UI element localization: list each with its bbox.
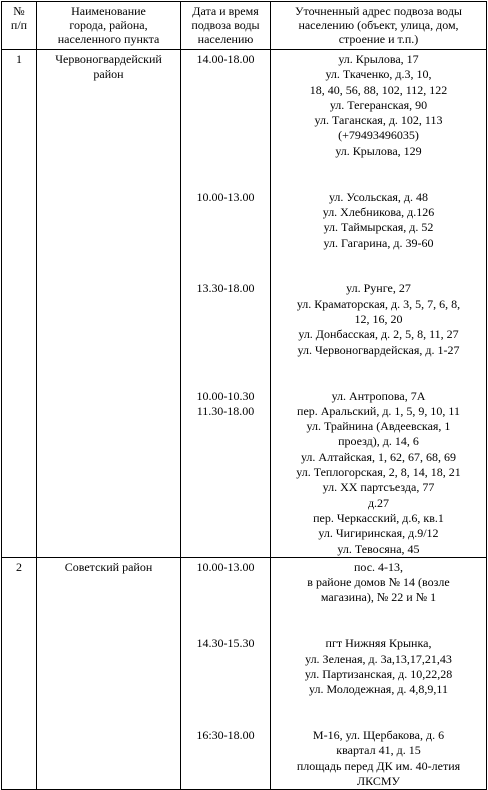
time-spacer xyxy=(181,511,270,526)
row-number xyxy=(2,50,37,558)
address-line: ул. Теплогорская, 2, 8, 14, 18, 21 xyxy=(296,465,461,480)
table-header-row xyxy=(2,2,487,50)
time-spacer xyxy=(181,144,270,159)
header-num xyxy=(2,2,37,50)
district-name xyxy=(37,50,181,558)
delivery-addresses xyxy=(271,50,487,558)
address-line: пер. Аральский, д. 1, 5, 9, 10, 11 xyxy=(297,403,460,418)
time-spacer xyxy=(181,67,270,82)
address-line: магазина), № 22 и № 1 xyxy=(320,590,437,605)
address-line: в районе домов № 14 (возле xyxy=(307,575,450,590)
time-spacer xyxy=(181,465,270,480)
block-gap xyxy=(271,697,486,728)
address-line: ул. Алтайская, 1, 62, 67, 68, 69 xyxy=(300,449,457,464)
address-line: 12, 16, 20 xyxy=(354,312,403,327)
block-gap xyxy=(271,159,486,190)
time-spacer xyxy=(181,743,270,758)
address-line: ул. XX партсъезда, 77 xyxy=(322,480,435,495)
water-delivery-table xyxy=(1,1,487,790)
header-datetime-line: Дата и время xyxy=(192,4,259,18)
header-datetime xyxy=(181,2,271,50)
address-line: площадь перед ДК им. 40-летия xyxy=(296,758,461,773)
block-gap xyxy=(181,358,270,389)
header-name xyxy=(37,2,181,50)
delivery-time: 13.30-18.00 xyxy=(196,281,255,296)
block-gap xyxy=(271,251,486,282)
address-line: ул. Тевосяна, 45 xyxy=(337,541,420,556)
time-spacer xyxy=(181,774,270,789)
delivery-time: 10.00-13.00 xyxy=(196,189,255,204)
delivery-time: 10.00-10.30 xyxy=(196,388,255,403)
row-number-text: 2 xyxy=(16,559,22,574)
delivery-time: 11.30-18.00 xyxy=(196,403,255,418)
time-spacer xyxy=(181,542,270,557)
address-line: ул. Чигиринская, д.9/12 xyxy=(318,526,439,541)
address-line: пос. 4-13, xyxy=(353,559,404,574)
time-spacer xyxy=(181,113,270,128)
time-spacer xyxy=(181,83,270,98)
address-line: ул. Краматорская, д. 3, 5, 7, 6, 8, xyxy=(296,296,461,311)
header-address xyxy=(271,2,487,50)
address-line: ул. Зеленая, д. 3а,13,17,21,43 xyxy=(305,651,452,666)
address-line: ул. Таймырская, д. 52 xyxy=(323,220,434,235)
block-gap xyxy=(181,606,270,637)
address-line: ул. Червоногвардейская, д. 1-27 xyxy=(297,342,460,357)
block-gap xyxy=(181,251,270,282)
time-spacer xyxy=(181,343,270,358)
header-datetime-line: населению xyxy=(197,32,254,46)
header-name-line: города, района, xyxy=(69,18,148,32)
table-row xyxy=(2,557,487,789)
address-line: ул. Таганская, д. 102, 113 xyxy=(314,113,443,128)
time-spacer xyxy=(181,450,270,465)
time-spacer xyxy=(181,480,270,495)
header-num-line: № xyxy=(13,4,25,18)
row-number-text: 1 xyxy=(16,52,22,66)
address-line: ул. Ткаченко, д.3, 10, xyxy=(325,67,432,82)
time-spacer xyxy=(181,652,270,667)
block-gap xyxy=(181,697,270,728)
delivery-time: 16:30-18.00 xyxy=(196,728,255,743)
header-datetime-line: подвоза воды xyxy=(191,18,260,32)
block-gap xyxy=(271,606,486,637)
delivery-time: 14.30-15.30 xyxy=(196,636,255,651)
time-spacer xyxy=(181,327,270,342)
address-line: квартал 41, д. 15 xyxy=(336,743,421,758)
time-spacer xyxy=(181,205,270,220)
header-num-line: п/п xyxy=(10,18,28,32)
address-line: ул. Крылова, 17 xyxy=(338,52,419,66)
time-spacer xyxy=(181,590,270,605)
time-spacer xyxy=(181,220,270,235)
time-spacer xyxy=(181,236,270,251)
table-body xyxy=(2,50,487,790)
address-line: 18, 40, 56, 88, 102, 112, 122 xyxy=(309,82,448,97)
delivery-time: 10.00-13.00 xyxy=(196,559,255,574)
district-name xyxy=(37,557,181,789)
header-address-line: населению (объект, улица, дом, xyxy=(298,18,459,32)
address-line: пгт Нижняя Крынка, xyxy=(325,636,432,651)
block-gap xyxy=(181,159,270,190)
district-line: район xyxy=(93,67,124,82)
row-number xyxy=(2,557,37,789)
address-line: ул. Усольская, д. 48 xyxy=(328,189,429,204)
address-line: ул. Гагарина, д. 39-60 xyxy=(323,235,434,250)
district-line: Червоногвардейский xyxy=(55,52,162,66)
header-address-line: Уточненный адрес подвоза воды xyxy=(294,4,462,18)
header-name-line: Наименование xyxy=(71,4,146,18)
time-spacer xyxy=(181,759,270,774)
address-line: проезд), д. 14, 6 xyxy=(338,434,419,449)
address-line: (+79493496035) xyxy=(338,128,419,143)
time-spacer xyxy=(181,667,270,682)
block-gap xyxy=(271,358,486,389)
address-line: ул. Партизанская, д. 10,22,28 xyxy=(304,666,453,681)
time-spacer xyxy=(181,434,270,449)
address-line: ул. Антропова, 7А xyxy=(331,388,426,403)
time-spacer xyxy=(181,575,270,590)
address-line: ул. Трайнина (Авдеевская, 1 xyxy=(306,419,451,434)
address-line: ул. Тегеранская, 90 xyxy=(329,97,428,112)
time-spacer xyxy=(181,98,270,113)
address-line: М-16, ул. Щербакова, д. 6 xyxy=(312,728,445,743)
delivery-times xyxy=(181,50,271,558)
table-row xyxy=(2,50,487,558)
time-spacer xyxy=(181,419,270,434)
district-line: Советский район xyxy=(64,559,153,574)
header-address-line: строение и т.п.) xyxy=(338,32,419,46)
time-spacer xyxy=(181,682,270,697)
address-line: ул. Донбасская, д. 2, 5, 8, 11, 27 xyxy=(298,327,459,342)
address-line: ул. Молодежная, д. 4,8,9,11 xyxy=(309,682,448,697)
address-line: ул. Рунге, 27 xyxy=(346,281,411,296)
address-line: ул. Хлебникова, д.126 xyxy=(322,204,435,219)
header-name-line: населенного пункта xyxy=(57,32,160,46)
time-spacer xyxy=(181,297,270,312)
delivery-addresses xyxy=(271,557,487,789)
address-line: ЛКСМУ xyxy=(356,773,400,788)
address-line: д.27 xyxy=(367,495,390,510)
address-line: пер. Черкасский, д.6, кв.1 xyxy=(313,510,444,525)
address-line: ул. Крылова, 129 xyxy=(335,143,422,158)
delivery-times xyxy=(181,557,271,789)
time-spacer xyxy=(181,496,270,511)
time-spacer xyxy=(181,526,270,541)
delivery-time: 14.00-18.00 xyxy=(196,52,255,66)
time-spacer xyxy=(181,128,270,143)
time-spacer xyxy=(181,312,270,327)
